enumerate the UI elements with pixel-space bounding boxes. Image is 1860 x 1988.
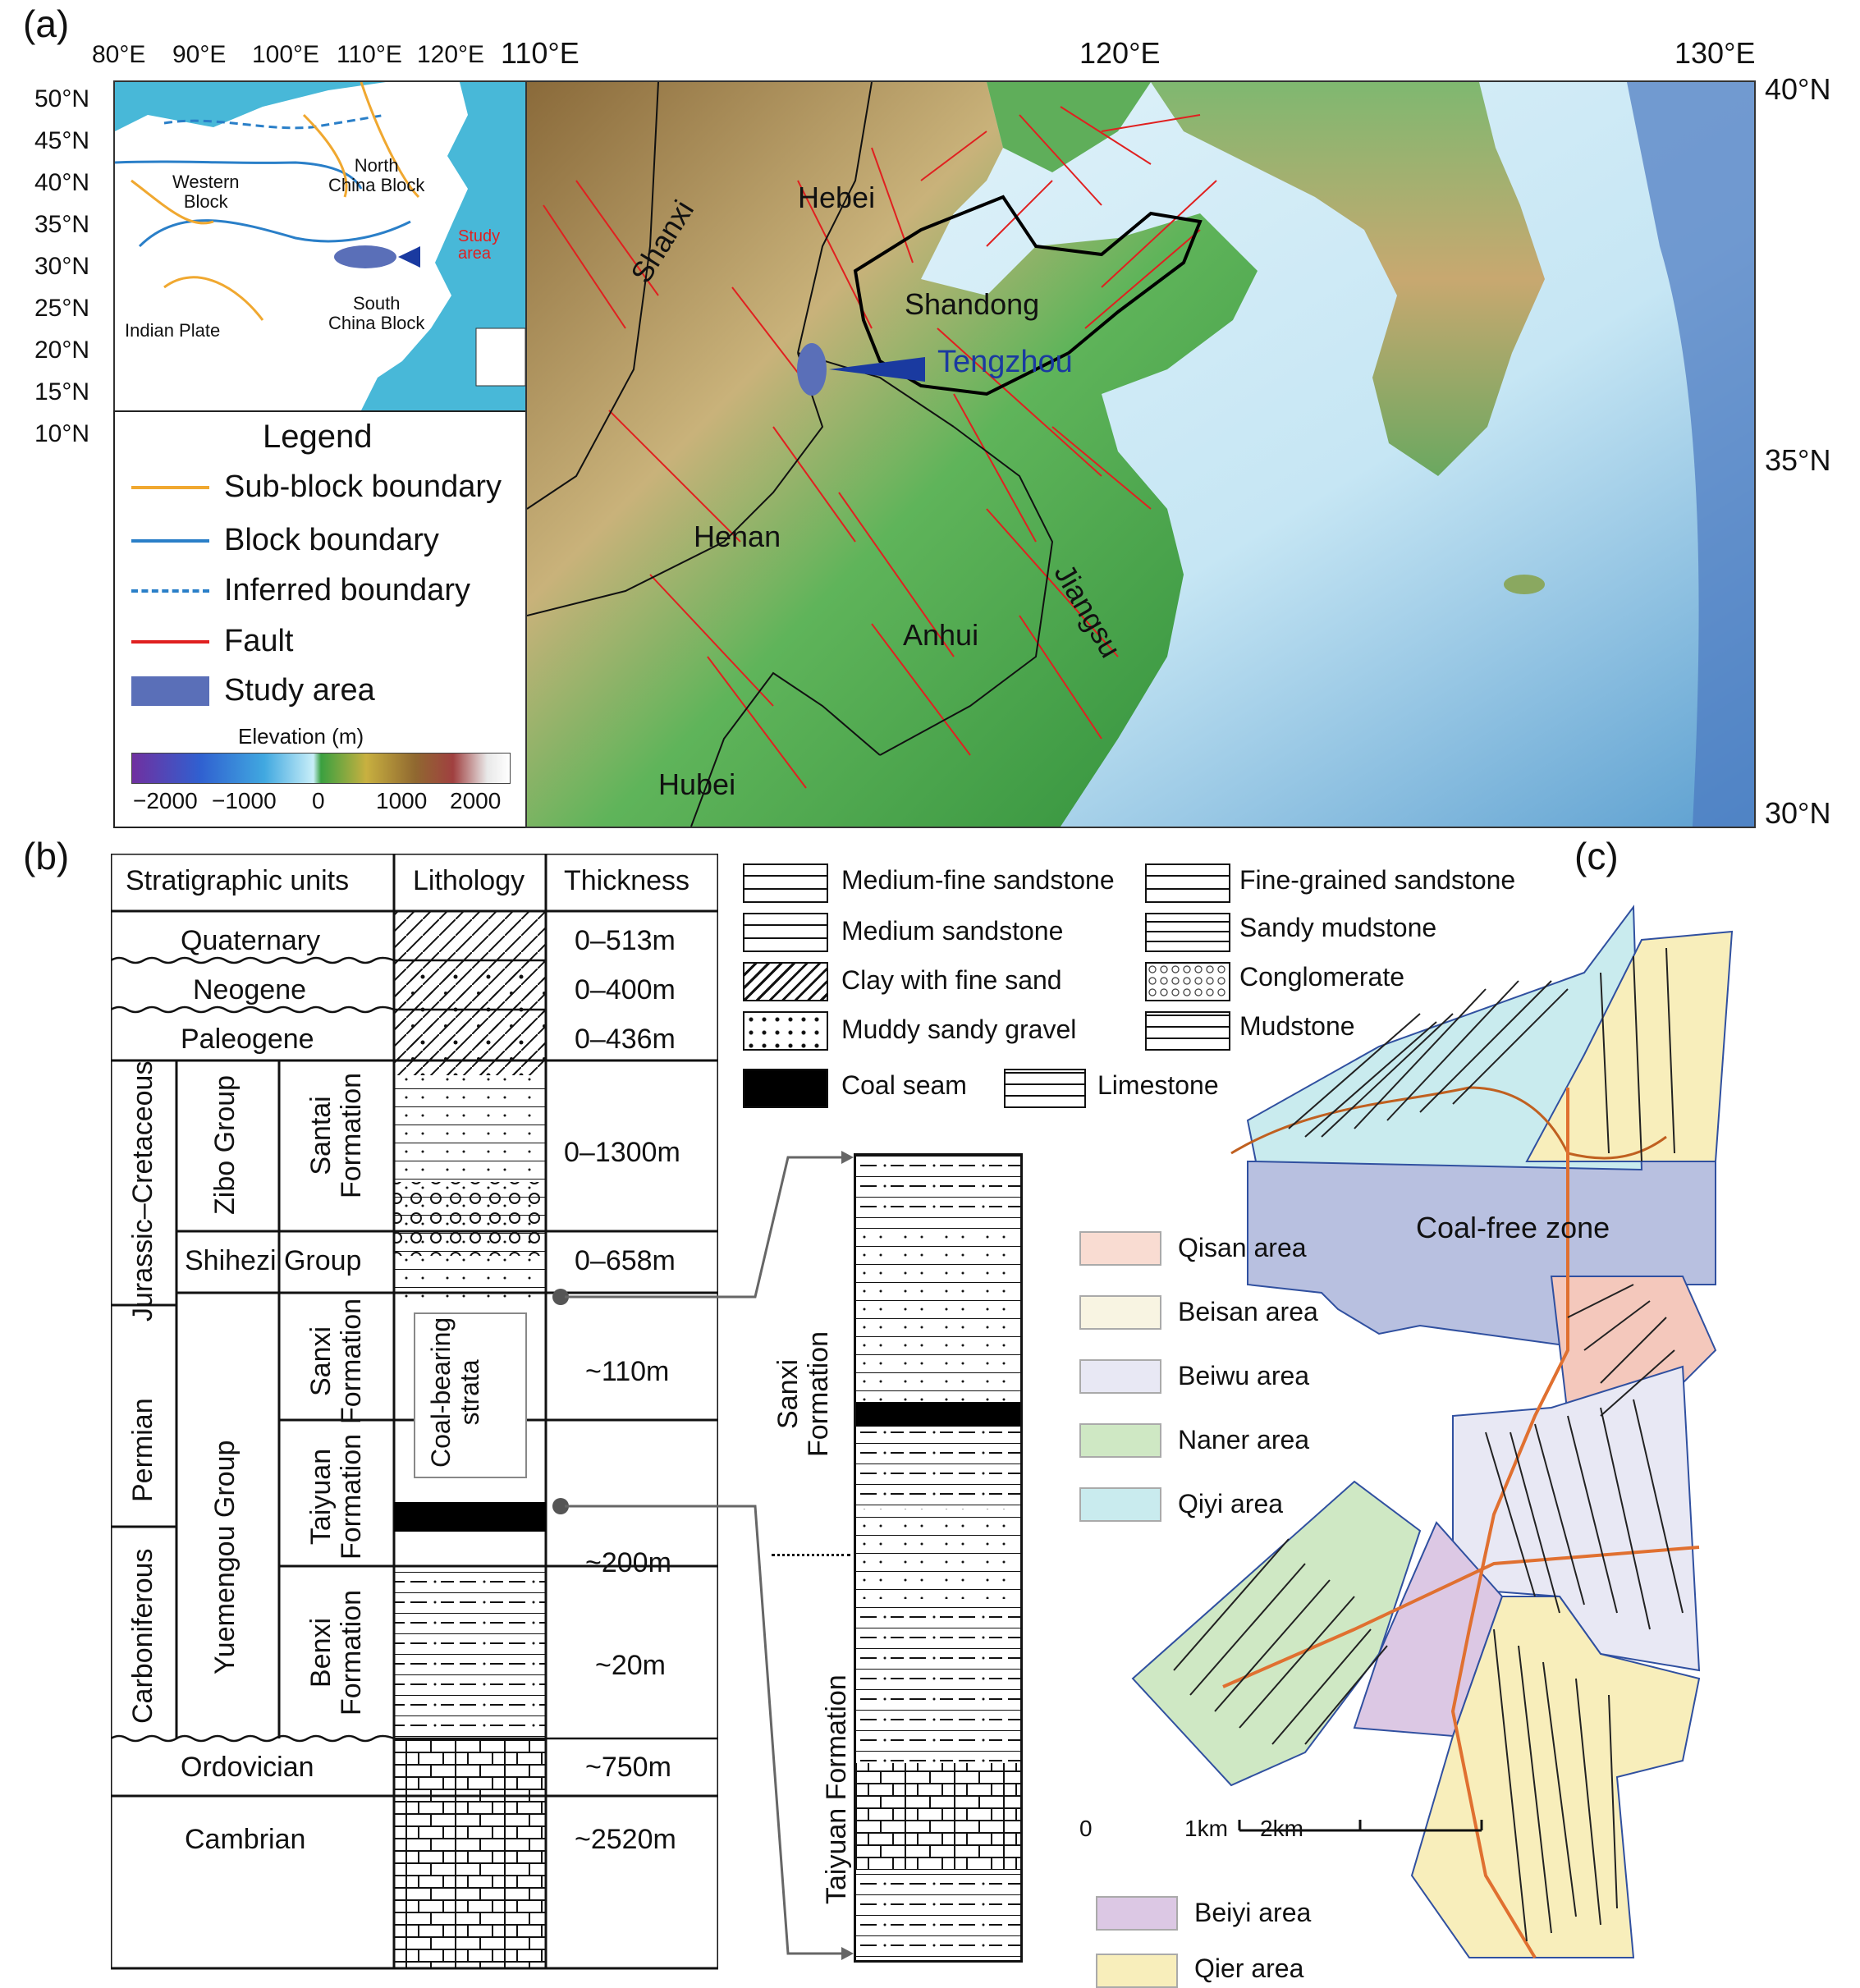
strat-header-thickness: Thickness bbox=[564, 865, 690, 896]
swatch-qiyi bbox=[1079, 1487, 1161, 1522]
main-lat-tick: 35°N bbox=[1765, 443, 1831, 477]
main-lon-tick: 130°E bbox=[1674, 36, 1756, 70]
detail-taiyuan-label: Taiyuan Formation bbox=[821, 1674, 852, 1904]
jeju-island bbox=[1504, 575, 1545, 594]
thick-shihezi: 0–658m bbox=[575, 1245, 676, 1276]
inset-lon-tick: 120°E bbox=[417, 41, 485, 68]
legend-item-label: Fault bbox=[224, 624, 294, 658]
legend-item-study bbox=[131, 673, 375, 708]
system-jurassic-cretaceous: Jurassic–Cretaceous bbox=[127, 1060, 158, 1322]
inset-label-south: South China Block bbox=[328, 293, 425, 334]
elev-tick: 0 bbox=[312, 788, 325, 813]
area-label-qier: Qier area bbox=[1194, 1954, 1304, 1983]
unit-ordovician: Ordovician bbox=[181, 1752, 314, 1783]
litho-label: Sandy mudstone bbox=[1239, 913, 1437, 942]
swatch-beiyi bbox=[1096, 1896, 1178, 1931]
panel-b-label: (b) bbox=[23, 835, 70, 877]
detail-column bbox=[854, 1153, 1023, 1963]
inset-lat-tick: 45°N bbox=[34, 127, 90, 154]
inset-lon-tick: 80°E bbox=[92, 41, 146, 68]
inset-lat-tick: 50°N bbox=[34, 85, 90, 112]
inset-map bbox=[113, 80, 527, 412]
elevation-colorbar bbox=[131, 753, 511, 784]
legend-item-sub-block bbox=[131, 470, 502, 505]
thick-benxi: ~20m bbox=[595, 1650, 666, 1681]
swatch-ms bbox=[743, 913, 828, 952]
inset-lat-tick: 40°N bbox=[34, 169, 90, 196]
formation-taiyuan: Taiyuan Formation bbox=[305, 1433, 368, 1560]
litho-label: Clay with fine sand bbox=[841, 965, 1062, 995]
area-label-beiwu: Beiwu area bbox=[1178, 1361, 1310, 1390]
detail-sanxi-label: Sanxi Formation bbox=[772, 1331, 835, 1457]
legend-item-inferred bbox=[131, 573, 470, 608]
elev-tick: −2000 bbox=[133, 788, 198, 813]
scale-1km: 1km bbox=[1184, 1816, 1228, 1841]
thick-ordovician: ~750m bbox=[585, 1752, 671, 1783]
unit-quaternary: Quaternary bbox=[181, 925, 321, 956]
thick-neogene: 0–400m bbox=[575, 974, 676, 1005]
elev-tick: 2000 bbox=[450, 788, 502, 813]
detail-column-svg bbox=[856, 1156, 1020, 1960]
swatch-mfs bbox=[743, 863, 828, 903]
elevation-title: Elevation (m) bbox=[238, 724, 364, 749]
inset-label-study: Study area bbox=[458, 227, 501, 263]
inset-lon-tick: 110°E bbox=[337, 41, 402, 68]
inset-label-indian: Indian Plate bbox=[125, 320, 221, 341]
legend-item-fault bbox=[131, 624, 293, 659]
area-label-naner: Naner area bbox=[1178, 1425, 1310, 1454]
area-label-qiyi: Qiyi area bbox=[1178, 1489, 1284, 1518]
fault-line-icon bbox=[131, 640, 209, 644]
litho-label: Conglomerate bbox=[1239, 962, 1404, 992]
legend-item-label: Inferred boundary bbox=[224, 573, 470, 607]
thick-cambrian: ~2520m bbox=[575, 1824, 676, 1855]
swatch-coal bbox=[743, 1069, 828, 1108]
group-zibo: Zibo Group bbox=[209, 1074, 241, 1215]
scale-2km: 2km bbox=[1260, 1816, 1303, 1841]
province-anhui: Anhui bbox=[903, 618, 979, 652]
panel-a-label: (a) bbox=[23, 2, 70, 45]
strat-header-units: Stratigraphic units bbox=[126, 865, 350, 896]
inset-lon-tick: 90°E bbox=[172, 41, 227, 68]
province-henan: Henan bbox=[694, 520, 781, 553]
main-study-area bbox=[797, 343, 827, 396]
province-jiangsu: Jiangsu bbox=[1047, 558, 1129, 663]
scale-0: 0 bbox=[1079, 1816, 1093, 1841]
inset-lat-tick: 15°N bbox=[34, 378, 90, 405]
elev-tick: −1000 bbox=[212, 788, 277, 813]
formation-benxi: Benxi Formation bbox=[305, 1589, 368, 1715]
inset-lat-tick: 25°N bbox=[34, 295, 90, 322]
province-hubei: Hubei bbox=[658, 767, 736, 801]
main-map bbox=[525, 80, 1756, 828]
inset-label-western: Western Block bbox=[172, 172, 240, 213]
legend-item-label: Block boundary bbox=[224, 523, 439, 557]
main-lat-tick: 40°N bbox=[1765, 72, 1831, 106]
thick-quaternary: 0–513m bbox=[575, 925, 676, 956]
area-label-beisan: Beisan area bbox=[1178, 1297, 1318, 1326]
area-label-beiyi: Beiyi area bbox=[1194, 1898, 1312, 1927]
swatch-qisan bbox=[1079, 1231, 1161, 1266]
unit-cambrian: Cambrian bbox=[185, 1824, 306, 1855]
study-area-swatch-icon bbox=[131, 676, 209, 706]
inset-label-north: North China Block bbox=[328, 155, 425, 196]
formation-divider bbox=[772, 1554, 850, 1556]
swatch-naner bbox=[1079, 1423, 1161, 1458]
litho-label: Mudstone bbox=[1239, 1011, 1355, 1041]
province-shanxi: Shanxi bbox=[624, 194, 701, 289]
inferred-line-icon bbox=[131, 589, 209, 593]
sub-block-line-icon bbox=[131, 486, 209, 489]
inset-lat-tick: 10°N bbox=[34, 420, 90, 447]
legend-item-label: Sub-block boundary bbox=[224, 470, 502, 504]
block-line-icon bbox=[131, 539, 209, 543]
legend-item-label: Study area bbox=[224, 673, 375, 708]
formation-sanxi: Sanxi Formation bbox=[305, 1298, 368, 1424]
mine-legend bbox=[1079, 1231, 1539, 1986]
legend-item-block bbox=[131, 523, 439, 558]
thick-paleogene: 0–436m bbox=[575, 1024, 676, 1055]
swatch-gravel bbox=[743, 1011, 828, 1051]
group-yuemengou: Yuemengou Group bbox=[209, 1440, 241, 1674]
inset-lat-tick: 35°N bbox=[34, 211, 90, 238]
inset-lat-tick: 30°N bbox=[34, 253, 90, 280]
tengzhou-label: Tengzhou bbox=[937, 345, 1073, 379]
swatch-qier bbox=[1096, 1954, 1178, 1988]
thick-sanxi: ~110m bbox=[585, 1356, 670, 1387]
map-legend bbox=[113, 410, 527, 828]
litho-label: Limestone bbox=[1097, 1070, 1219, 1100]
litho-label: Muddy sandy gravel bbox=[841, 1015, 1077, 1044]
main-lon-tick: 120°E bbox=[1079, 36, 1161, 70]
formation-santai: Santai Formation bbox=[305, 1072, 368, 1198]
main-lat-tick: 30°N bbox=[1765, 796, 1831, 830]
province-shandong: Shandong bbox=[905, 287, 1040, 321]
main-map-svg bbox=[527, 82, 1754, 827]
swatch-clay bbox=[743, 962, 828, 1001]
system-carboniferous: Carboniferous bbox=[127, 1548, 158, 1724]
litho-label: Medium sandstone bbox=[841, 916, 1064, 946]
inset-lon-tick: 100°E bbox=[252, 41, 320, 68]
litho-label: Coal seam bbox=[841, 1070, 967, 1100]
swatch-lime bbox=[1004, 1069, 1086, 1108]
inset-study-area bbox=[334, 245, 396, 268]
system-permian: Permian bbox=[127, 1398, 158, 1502]
area-label-qisan: Qisan area bbox=[1178, 1233, 1307, 1262]
china-landmass bbox=[115, 82, 468, 410]
inset-lat-tick: 20°N bbox=[34, 337, 90, 364]
group-shihezi: Shihezi Group bbox=[185, 1245, 362, 1276]
inset-south-sea-box bbox=[476, 328, 525, 386]
panel-c-label: (c) bbox=[1574, 835, 1619, 877]
litho-label: Medium-fine sandstone bbox=[841, 865, 1115, 895]
thick-santai: 0–1300m bbox=[564, 1137, 680, 1168]
coal-bearing-strata-label: Coal-bearing strata bbox=[426, 1317, 485, 1468]
main-lon-tick: 110°E bbox=[501, 36, 580, 70]
litho-label: Fine-grained sandstone bbox=[1239, 865, 1516, 895]
unit-paleogene: Paleogene bbox=[181, 1024, 314, 1055]
province-hebei: Hebei bbox=[798, 181, 876, 214]
coal-free-zone-label: Coal-free zone bbox=[1416, 1211, 1610, 1244]
thick-taiyuan: ~200m bbox=[585, 1547, 671, 1578]
legend-title: Legend bbox=[263, 419, 373, 455]
swatch-beisan bbox=[1079, 1295, 1161, 1330]
swatch-beiwu bbox=[1079, 1359, 1161, 1394]
elev-tick: 1000 bbox=[376, 788, 428, 813]
unit-neogene: Neogene bbox=[193, 974, 307, 1005]
strat-header-lithology: Lithology bbox=[413, 865, 525, 896]
